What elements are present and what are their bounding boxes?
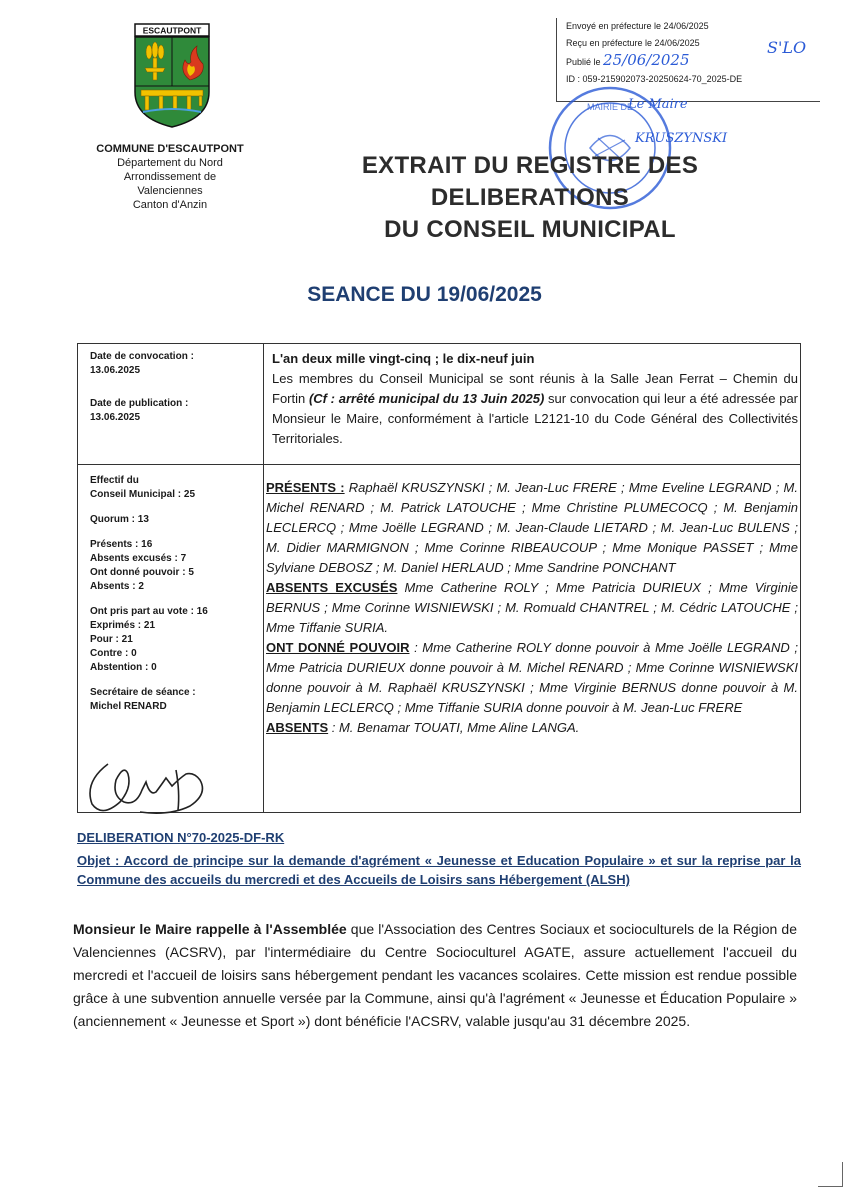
deliberation-objet: Objet : Accord de principe sur la demande d'agrément « Jeunesse et Education Populaire » et sur la reprise par la Commune des accueils du mercredi et des Accueils de Loisirs sans Hébergement (ALSH) xyxy=(77,853,801,887)
convocation-date: 13.06.2025 xyxy=(90,365,141,376)
effectif-label: Effectif du xyxy=(90,475,139,486)
deliberation-body xyxy=(73,918,797,1033)
intro-part-c: sur convocation qui leur a été adressée par Monsieur le Maire, conformément à l'article L2121-10 du Code Général des Collectivités Territoriales. xyxy=(272,391,798,446)
excuses-list: Mme Catherine ROLY ; Mme Patricia DURIEUX ; Mme Virginie BERNUS ; Mme Corinne WISNIEWSKI ; M. Romuald CHANTREL ; M. Cédric LATOUCHE ; Mme Tiffanie SURIA. xyxy=(266,580,798,635)
table-column-divider xyxy=(263,344,264,812)
published-label: Publié le xyxy=(566,57,601,67)
excuses-heading: ABSENTS EXCUSÉS xyxy=(266,580,398,595)
absents-excuses-count: Absents excusés : 7 xyxy=(90,553,187,564)
publication-label: Date de publication : xyxy=(90,398,189,409)
excuses-paragraph xyxy=(266,578,798,638)
pour-count: Pour : 21 xyxy=(90,634,133,645)
commune-name: COMMUNE D'ESCAUTPONT xyxy=(96,143,244,155)
pouvoir-count: Ont donné pouvoir : 5 xyxy=(90,567,194,578)
pouvoir-list: : Mme Catherine ROLY donne pouvoir à Mme Joëlle LEGRAND ; Mme Patricia DURIEUX donne pouvoir à M. Michel RENARD ; Mme Corinne WISNIEWSKI donne pouvoir à M. Raphaël KRUSZYNSKI ; Mme Virginie BERNUS donne pouvoir à M. Benjamin LECLERCQ ; Mme Tiffanie SURIA donne pouvoir à M. Jean-Luc FRERE xyxy=(266,640,798,715)
arrondissement-name: Valenciennes xyxy=(137,185,203,197)
deliberation-header xyxy=(77,830,801,889)
absents-heading: ABSENTS xyxy=(266,720,329,735)
publication-date: 13.06.2025 xyxy=(90,412,141,423)
presents-list: Raphaël KRUSZYNSKI ; M. Jean-Luc FRERE ; Mme Eveline LEGRAND ; M. Michel RENARD ; M. Patrick LATOUCHE ; Mme Christine PLUMECOCQ ; M. Benjamin LECLERCQ ; Mme Joëlle LEGRAND ; M. Jean-Claude LIETARD ; M. Jean-Luc BULENS ; M. Didier MARMIGNON ; Mme Corinne RIBEAUCOUP ; Mme Monique PASSET ; Mme Sylviane DEBOSZ ; M. Daniel HERLAUD ; Mme Sandrine PONCHANT xyxy=(266,480,798,575)
table-row-divider xyxy=(78,464,800,465)
absents-count: Absents : 2 xyxy=(90,581,144,592)
attendance-cell xyxy=(266,478,798,738)
body-lead: Monsieur le Maire rappelle à l'Assemblée xyxy=(73,921,347,937)
meeting-date-text: L'an deux mille vingt-cinq ; le dix-neuf juin xyxy=(272,351,535,366)
page-corner-mark xyxy=(818,1162,843,1187)
presents-count: Présents : 16 xyxy=(90,539,153,550)
secretaire-name: Michel RENARD xyxy=(90,701,167,712)
crest-banner: ESCAUTPONT xyxy=(142,25,202,36)
presents-paragraph xyxy=(266,478,798,578)
act-id: ID : 059-215902073-20250624-70_2025-DE xyxy=(566,74,743,84)
arrondissement-label: Arrondissement de xyxy=(123,171,217,183)
handwritten-initials: S'LO xyxy=(767,38,807,57)
document-title xyxy=(270,150,790,246)
effectif-value: Conseil Municipal : 25 xyxy=(90,489,196,500)
body-text: que l'Association des Centres Sociaux et socioculturels de la Région de Valenciennes (ACSRV), par l'intermédiaire du Centre Socioculturel AGATE, assure actuellement l'accueil du mercredi et l'accueil de loisirs sans hébergement pendant les vacances scolaires. Cette mission est rendue possible grâce à une subvention annuelle versée par la Commune, ainsi qu'à l'agrément « Jeunesse et Éducation Populaire » (anciennement « Jeunesse et Sport ») dont bénéficie l'ACSRV, valable jusqu'au 31 décembre 2025. xyxy=(73,921,797,1029)
secretaire-label: Secrétaire de séance : xyxy=(90,687,196,698)
sent-date: Envoyé en préfecture le 24/06/2025 xyxy=(566,21,709,31)
commune-header xyxy=(70,142,270,212)
convocation-label: Date de convocation : xyxy=(90,351,194,362)
title-line-1: EXTRAIT DU REGISTRE DES DELIBERATIONS xyxy=(361,152,699,211)
exprimes-count: Exprimés : 21 xyxy=(90,620,156,631)
absents-list: : M. Benamar TOUATI, Mme Aline LANGA. xyxy=(328,720,580,735)
contre-count: Contre : 0 xyxy=(90,648,137,659)
stamp-handwritten-name: KRUSZYNSKI xyxy=(635,131,728,146)
meeting-intro-cell xyxy=(272,349,798,449)
intro-arrete: (Cf : arrêté municipal du 13 Juin 2025) xyxy=(308,391,545,406)
seance-date: SEANCE DU 19/06/2025 xyxy=(307,283,542,306)
abstention-count: Abstention : 0 xyxy=(90,662,157,673)
absents-paragraph xyxy=(266,718,798,738)
deliberation-number: DELIBERATION N°70-2025-DF-RK xyxy=(77,830,285,845)
published-handwritten-date: 25/06/2025 xyxy=(603,51,690,69)
department: Département du Nord xyxy=(117,157,223,169)
intro-part-a: Les membres du Conseil Municipal se sont réunis à la Salle Jean Ferrat – Chemin du Fortin xyxy=(272,371,798,406)
received-date: Reçu en préfecture le 24/06/2025 xyxy=(566,38,700,48)
escautpont-coat-of-arms xyxy=(133,24,211,128)
dates-cell xyxy=(90,350,260,425)
counts-cell xyxy=(90,474,260,714)
vote-count: Ont pris part au vote : 16 xyxy=(90,606,208,617)
title-line-2: DU CONSEIL MUNICIPAL xyxy=(384,216,676,243)
pouvoir-paragraph xyxy=(266,638,798,718)
secretary-signature xyxy=(80,752,220,822)
meeting-intro-text xyxy=(272,369,798,449)
stamp-top-text: MAIRIE DE xyxy=(586,102,634,112)
canton: Canton d'Anzin xyxy=(132,199,208,211)
presents-heading: PRÉSENTS : xyxy=(266,480,345,495)
quorum: Quorum : 13 xyxy=(90,514,149,525)
stamp-handwritten: Le Maire xyxy=(628,97,688,112)
pouvoir-heading: ONT DONNÉ POUVOIR xyxy=(266,640,410,655)
